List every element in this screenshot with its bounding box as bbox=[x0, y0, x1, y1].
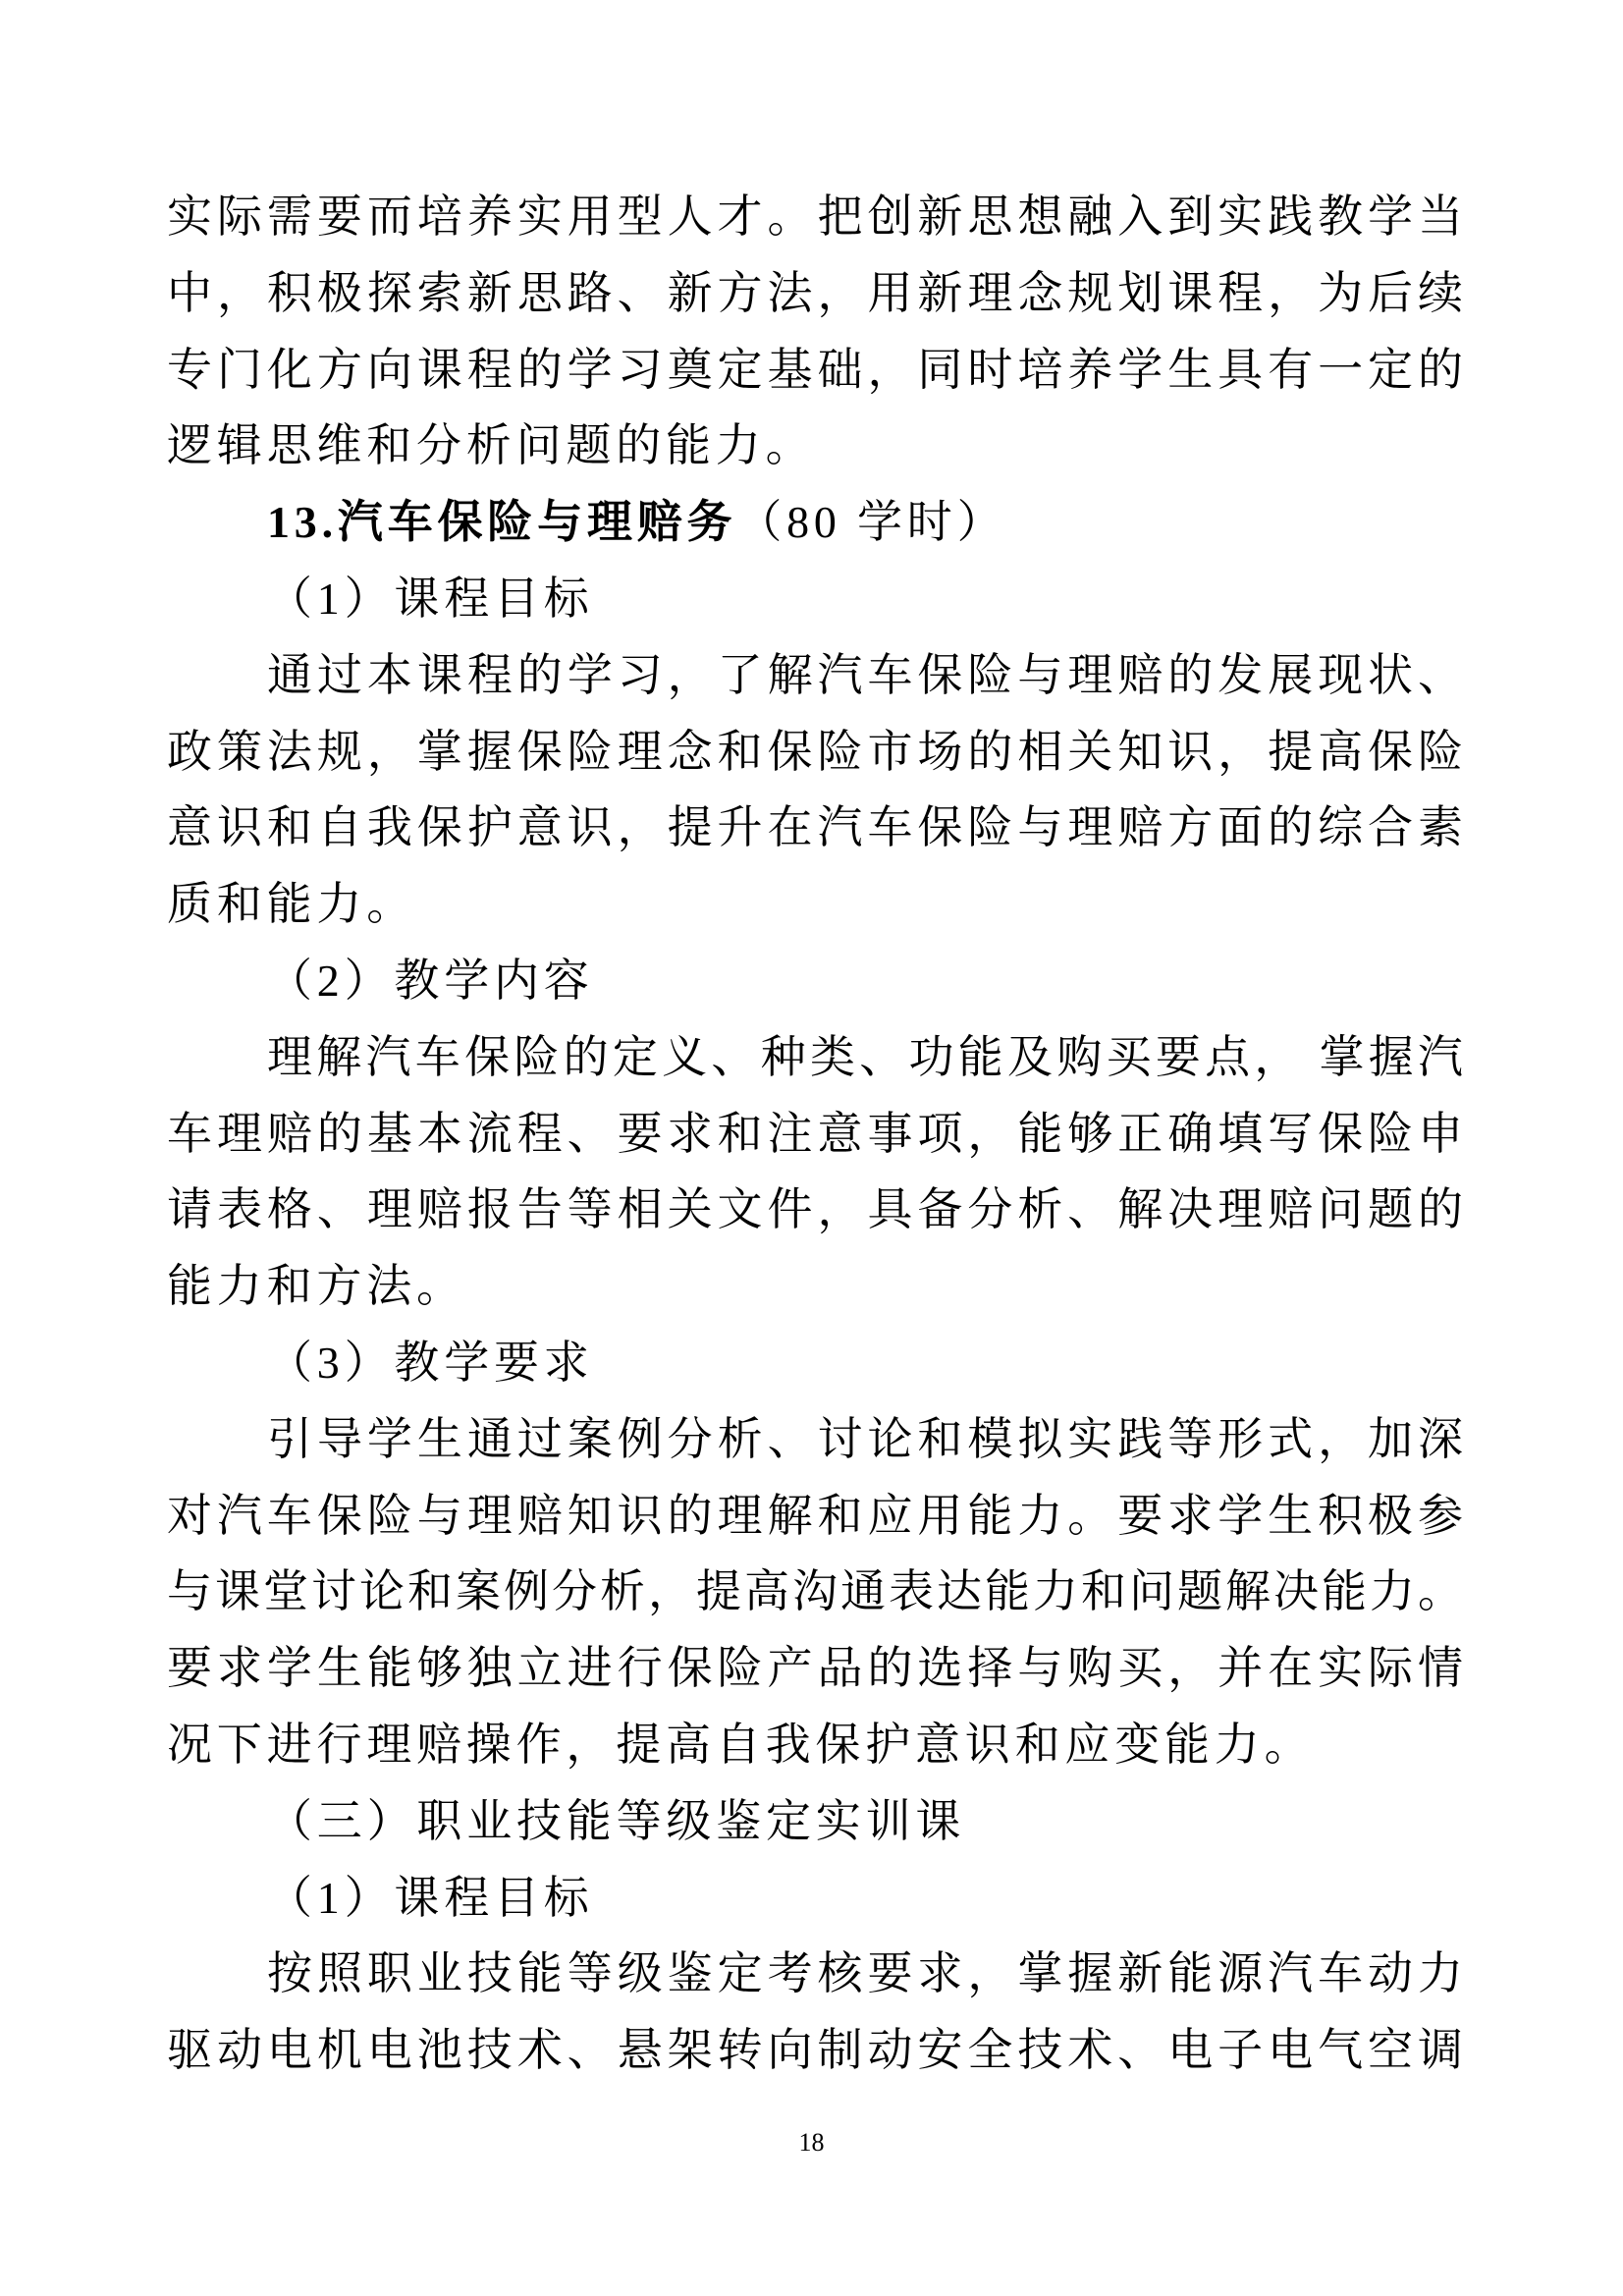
course-heading-title: 13.汽车保险与理赔务 bbox=[267, 497, 737, 548]
text-line: 逻辑思维和分析问题的能力。 bbox=[167, 420, 816, 471]
paragraph-body bbox=[167, 1401, 1463, 1783]
paragraph-continuation bbox=[167, 179, 1463, 484]
text-line: （2）教学内容 bbox=[267, 955, 594, 1006]
course-heading-hours: （80 学时） bbox=[736, 497, 1007, 548]
paragraph-body bbox=[167, 1936, 1463, 2089]
page-number-label: 18 bbox=[798, 2128, 825, 2157]
text-line: 意识和自我保护意识，提升在汽车保险与理赔方面的综合素 bbox=[167, 802, 1463, 853]
text-line: 引导学生通过案例分析、讨论和模拟实践等形式，加深 bbox=[267, 1413, 1463, 1464]
text-line: （1）课程目标 bbox=[267, 1872, 594, 1923]
paragraph-body bbox=[167, 637, 1463, 943]
text-line: （1）课程目标 bbox=[267, 573, 594, 624]
text-line: 能力和方法。 bbox=[167, 1261, 466, 1312]
text-line: 对汽车保险与理赔知识的理解和应用能力。要求学生积极参 bbox=[167, 1490, 1463, 1541]
text-line: 按照职业技能等级鉴定考核要求，掌握新能源汽车动力 bbox=[267, 1948, 1463, 1999]
text-line: 与课堂讨论和案例分析，提高沟通表达能力和问题解决能力。 bbox=[167, 1566, 1463, 1617]
text-line: 要求学生能够独立进行保险产品的选择与购买，并在实际情 bbox=[167, 1643, 1463, 1694]
paragraph-body bbox=[167, 1019, 1463, 1325]
paragraph-subheading bbox=[167, 1860, 1463, 1937]
document-body bbox=[167, 179, 1463, 2089]
text-line: （3）教学要求 bbox=[267, 1337, 594, 1388]
text-line: 理解汽车保险的定义、种类、功能及购买要点， 掌握汽 bbox=[267, 1031, 1463, 1082]
course-heading-line bbox=[167, 484, 1463, 561]
text-line: 质和能力。 bbox=[167, 879, 416, 930]
paragraph-section bbox=[167, 1783, 1463, 1860]
paragraph-heading bbox=[167, 484, 1463, 561]
paragraph-subheading bbox=[167, 561, 1463, 637]
text-line: 车理赔的基本流程、要求和注意事项，能够正确填写保险申 bbox=[167, 1108, 1463, 1159]
text-line: 政策法规，掌握保险理念和保险市场的相关知识，提高保险 bbox=[167, 726, 1463, 777]
paragraph-subheading bbox=[167, 943, 1463, 1019]
paragraph-subheading bbox=[167, 1325, 1463, 1401]
text-line: 驱动电机电池技术、悬架转向制动安全技术、电子电气空调 bbox=[167, 2025, 1463, 2076]
text-line: 实际需要而培养实用型人才。把创新思想融入到实践教学当 bbox=[167, 191, 1463, 242]
text-line: 请表格、理赔报告等相关文件，具备分析、解决理赔问题的 bbox=[167, 1184, 1463, 1235]
text-line: 况下进行理赔操作，提高自我保护意识和应变能力。 bbox=[167, 1719, 1315, 1770]
text-line: 专门化方向课程的学习奠定基础，同时培养学生具有一定的 bbox=[167, 344, 1463, 395]
text-line: 通过本课程的学习，了解汽车保险与理赔的发展现状、 bbox=[267, 649, 1463, 700]
text-line: 中，积极探索新思路、新方法，用新理念规划课程，为后续 bbox=[167, 267, 1463, 318]
text-line: （三）职业技能等级鉴定实训课 bbox=[267, 1795, 966, 1846]
